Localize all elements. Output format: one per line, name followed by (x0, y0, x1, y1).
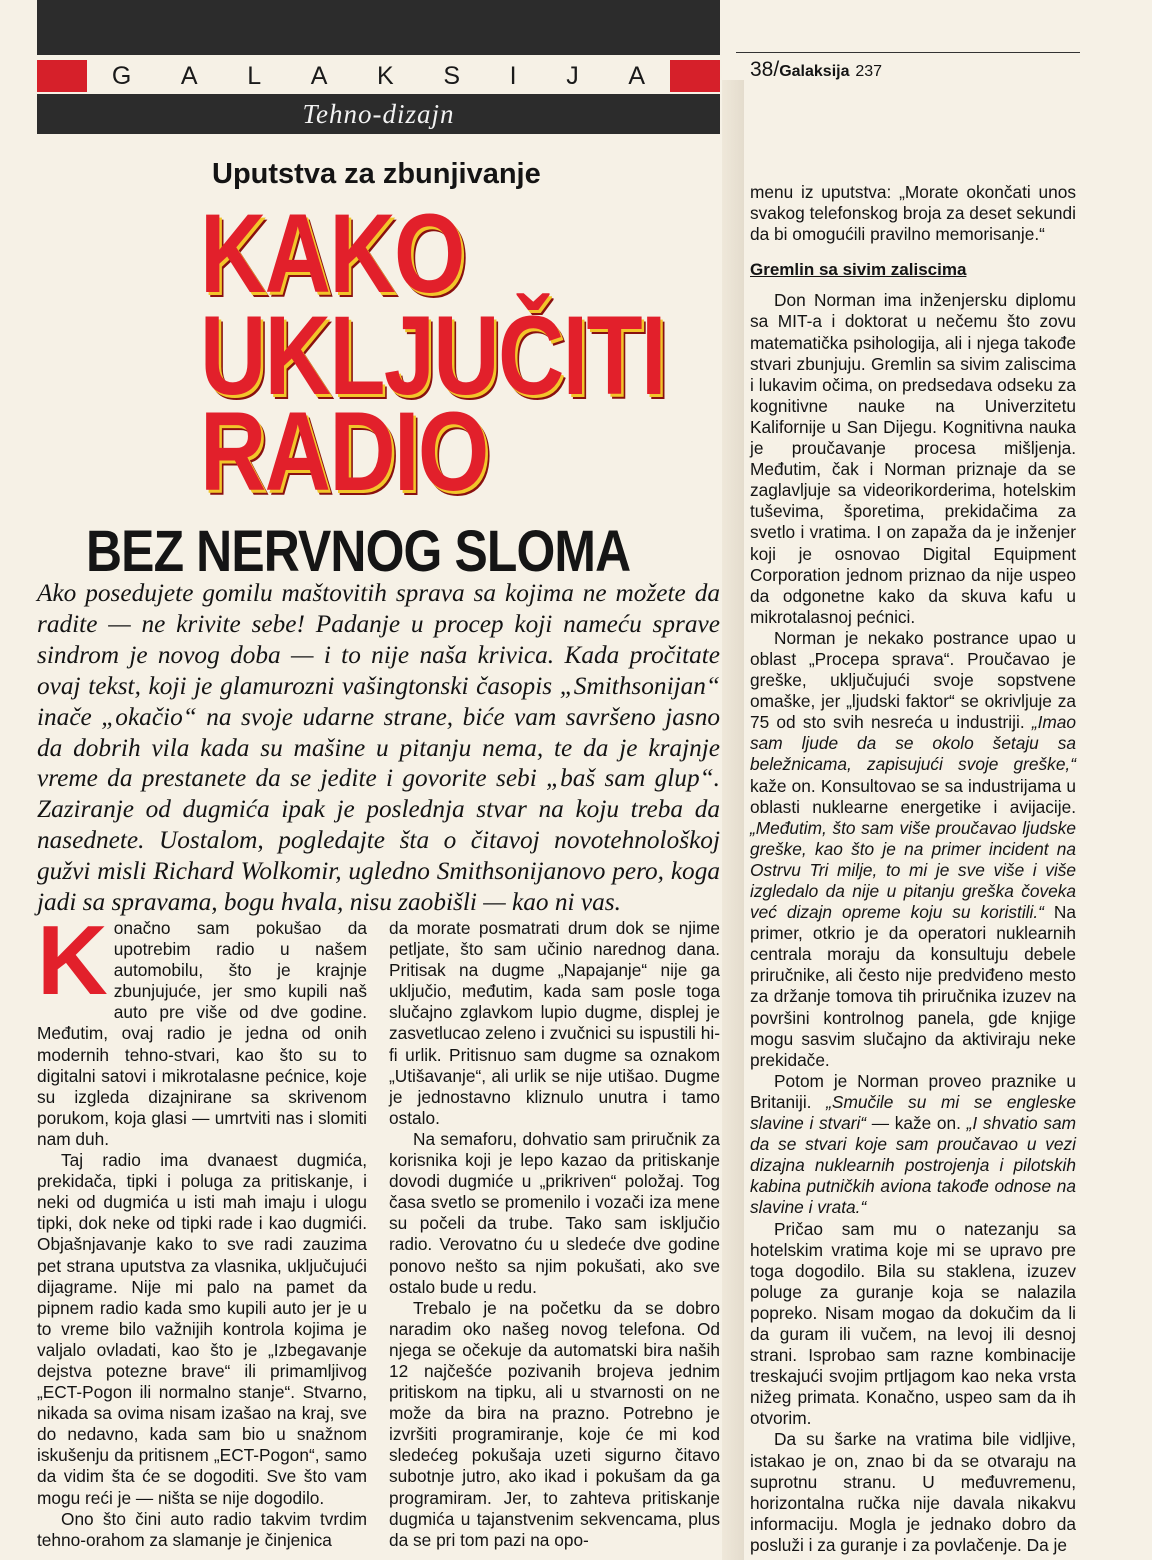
column-2-paragraph-2: Na semaforu, dohvatio sam priručnik za korisnika koji je lepo kazao da pritiskanje dovodi dugmiće u „prikriven“ položaj. Tog časa svetlo se promenilo i vozači iza mene su počeli da trube. Tako sam isključio radio. Verovatno ću u sledeće dve godine ponovo nešto sa njim pokušati, ako sve ostalo bude u redu. (389, 1128, 720, 1297)
text: Norman je nekako postrance upao u oblast „Procepa sprava“. Proučavao je greške, uključujući svoje sopstvene omaške, jer „ljudski faktor“ se okrivljuje za 75 od sto svih nesreća u industriji. (750, 627, 1076, 733)
column-1-paragraph-2: Taj radio ima dvanaest dugmića, prekidača, tipki i poluga za pritiskanje, i neki od dugmića u isti mah imaju i ulogu tipki, dok neke od tipki rade i kao dugmići. Objašnjavanje kako to sve radi zauzima pet strana uputstva za vlasnika, uključujući dijagrame. Nije mi palo na pamet da pipnem radio kada smo kupili auto jer je u to vreme bilo važnijih kontrola kojima je valjalo ovladati, kao što je „Izbegavanje dejstva potezne brave“ ili primamljivog „ECT-Pogon ili normalno stanje“. Stvarno, nikada sa ovima nisam izašao na kraj, sve do nedavno, kada sam bio u snažnom iskušenju da pritisnem „ECT-Pogon“, samo da vidim šta će se dogoditi. Sve što vam mogu reći je — ništa se nije dogodilo. (37, 1150, 367, 1508)
headline-line-2: UKLJUČITI (200, 293, 665, 418)
masthead-letter: K (377, 61, 394, 90)
masthead-letter: L (247, 61, 262, 90)
column-2-paragraph-1: da morate posmatrati drum dok se njime petljate, što sam učinio narednog dana. Pritisak na dugme „Napajanje“ nije ga uključio, međutim, kada sam posle toga slučajno zglavkom lupio dugme, displej je zasvetlucao zeleno i zvučnici su ispustili hi-fi urlik. Pritisnuo sam dugme sa oznakom „Utišavanje“, ali urlik se nije utišao. Dugme je jednostavno kliznulo unutra i tamo ostalo. (389, 918, 720, 1128)
masthead-letter: A (310, 61, 328, 90)
subheadline: BEZ NERVNOG SLOMA (86, 519, 631, 584)
text: kaže on. Konsultovao se sa industrijama u oblasti nuklearne energetike i avijacije. (750, 775, 1076, 817)
article-column-3 (750, 182, 1076, 1556)
column-1-paragraph-1 (37, 905, 367, 1150)
paragraph-text: onačno sam pokušao da upotrebim radio u našem automobilu, što je krajnje zbunjujuće, jer smo kupili naš auto pre više od dve godine. Međutim, ovaj radio je jedna od onih modernih tehno-stvari, kao što su to digitalni satovi i mikrotalasne pećnice, koje su izgleda dizajnirane sa skrivenom porukom, koja glasi — umrtviti nas i slomiti nam duh. (37, 918, 367, 1149)
column-1-paragraph-3: Ono što čini auto radio takvim tvrdim tehno-orahom za slamanje je činjenica (37, 1508, 367, 1550)
masthead-letter: J (566, 61, 579, 90)
text: — kaže on. (866, 1113, 967, 1134)
quote: „Imao sam ljude da se okolo šetaju sa beležnicama, zapisujući svoje greške,“ (750, 712, 1076, 775)
masthead-letter: A (180, 61, 198, 90)
masthead-letter: G (111, 61, 132, 90)
column-3-subheading: Gremlin sa sivim zaliscima (750, 260, 967, 280)
column-3-paragraph-2: Don Norman ima inženjersku diplomu sa MIT-a i doktorat u nečemu što zovu matematička psihologija, ali i njega takođe stvari zbunjuju. Gremlin sa sivim zaliscima i lukavim očima, on predsedava odseku za kognitivne nauke na Univerzitetu Kalifornije u San Dijegu. Kognitivna nauka je proučavanje procesa mišljenja. Međutim, čak i Norman priznaje da se zaglavljuje sa videorikorderima, hotelskim tuševima, šporetima, prekidačima za svetlo i vratima. I on zapaža da je inženjer koji je osnovao Digital Equipment Corporation jednom priznao da nije uspeo da odgonetne kako da skuva kafu u mikrotalasnoj pećnici. (750, 290, 1076, 627)
article-column-2 (389, 918, 720, 1551)
masthead-letters (87, 60, 670, 92)
adjacent-page-edge (722, 80, 744, 1560)
page-number (750, 58, 882, 82)
column-3-paragraph-4 (750, 1071, 1076, 1219)
text: Na primer, otkrio je da operatori nuklearnih centrala moraju da konsultuju debele priručnike, ali često nije predviđeno mesto za držanje tomova tih priručnika izuzev na površini kontrolnog panela, gde knjige mogu sasvim slučajno da aktiviraju neke prekidače. (750, 902, 1076, 1070)
page-number-value: 38/ (750, 58, 780, 81)
masthead-letter: S (443, 61, 461, 90)
masthead (37, 60, 720, 92)
text: Potom je Norman proveo praznike u Britaniji. (750, 1070, 1076, 1112)
column-3-paragraph-5: Pričao sam mu o natezanju sa hotelskim vratima koje mi se upravo pre toga dogodilo. Bila su staklena, izuzev poluge za guranje koja se nalazila popreko. Nisam mogao da dokučim da li da guram ili vučem, na levoj ili desnoj strani. Isprobao sam razne kombinacije treskajući svojim prtljagom kao neka vrsta nižeg primata. Konačno, uspeo sam da ih otvorim. (750, 1218, 1076, 1429)
article-kicker: Uputstva za zbunjivanje (212, 158, 541, 190)
column-3-paragraph-3 (750, 628, 1076, 1071)
masthead-red-block-right (670, 60, 720, 92)
header-rule (736, 52, 1080, 53)
masthead-letter: I (509, 61, 517, 90)
drop-cap: K (37, 905, 108, 1015)
lead-paragraph: Ako posedujete gomilu maštovitih sprava sa kojima ne možete da radite — ne krivite sebe! Padanje u procep koji nameću sprave sindrom je novog doba — i to nije naša krivica. Kada pročitate ovaj tekst, koji je glamurozni vašingtonski časopis „Smithsonijan“ inače „okačio“ na svoje udarne strane, biće vam savršeno jasno da dobrih vila kada su mašine u pitanju nema, te da je krajnje vreme da prestanete da se jedite i govorite sebi „baš sam glup“. Zaziranje od dugmića ipak je poslednja stvar na koju treba da nasednete. Uostalom, pogledajte šta o čitavoj novotehnološkoj gužvi misli Richard Wolkomir, ugledno Smithsonijanovo pero, koga jadi sa spravama, bogu hvala, nisu zaobišli — kao ni vas. (37, 579, 720, 917)
quote: „Smučile su mi se engleske slavine i stvari“ (750, 1091, 1077, 1134)
top-dark-bar (37, 0, 720, 55)
column-3-paragraph-1: menu iz uputstva: „Morate okončati unos svakog telefonskog broja za deset sekundi da bi omogućili pravilno memorisanje.“ (750, 182, 1076, 245)
quote: „I shvatio sam da se stvari koje sam proučavao u vezi dizajna nuklearnih postrojenja i pilotskih kabina putničkih aviona takođe odnose na slavine i vrata.“ (750, 1113, 1077, 1218)
column-3-paragraph-6: Da su šarke na vratima bile vidljive, istakao je on, znao bi da se otvaraju na suprotnu stranu. U međuvremenu, horizontalna ručka nije davala nikakvu informaciju. Mogla je jednako dobro da posluži i za guranje i za povlačenje. Da je (750, 1429, 1076, 1555)
section-bar (37, 94, 720, 134)
page-issue: 237 (855, 63, 883, 80)
masthead-red-block-left (37, 60, 87, 92)
quote: „Međutim, što sam više proučavao ljudske greške, kao što je na primer incident na Ostrvu Tri milje, to mi je sve više i više izgledalo da nije u pitanju greška čoveka već dizajn opreme koju su koristili.“ (750, 817, 1076, 923)
article-column-1 (37, 905, 367, 1551)
headline-line-1: KAKO (200, 191, 464, 316)
headline-line-3: RADIO (200, 389, 488, 514)
section-title: Tehno-dizajn (302, 98, 455, 129)
masthead-letter: A (628, 61, 646, 90)
column-2-paragraph-3: Trebalo je na početku da se dobro naradim oko našeg novog telefona. Od njega se očekuje da automatski bira naših 12 najčešće pozivanih brojeva jednim pritiskom na tipku, ali u stvarnosti on ne može da bira na prazno. Potrebno je izvršiti programiranje, koje će mi kod sledećeg pokušaja uzeti sigurno čitavo subotnje jutro, ako ikad i pokušam da ga programiram. Jer, to zahteva pritiskanje dugmića u tajanstvenim sekvencama, plus da se pri tom pazi na opo- (389, 1297, 720, 1550)
page-magazine: Galaksija (779, 63, 850, 80)
